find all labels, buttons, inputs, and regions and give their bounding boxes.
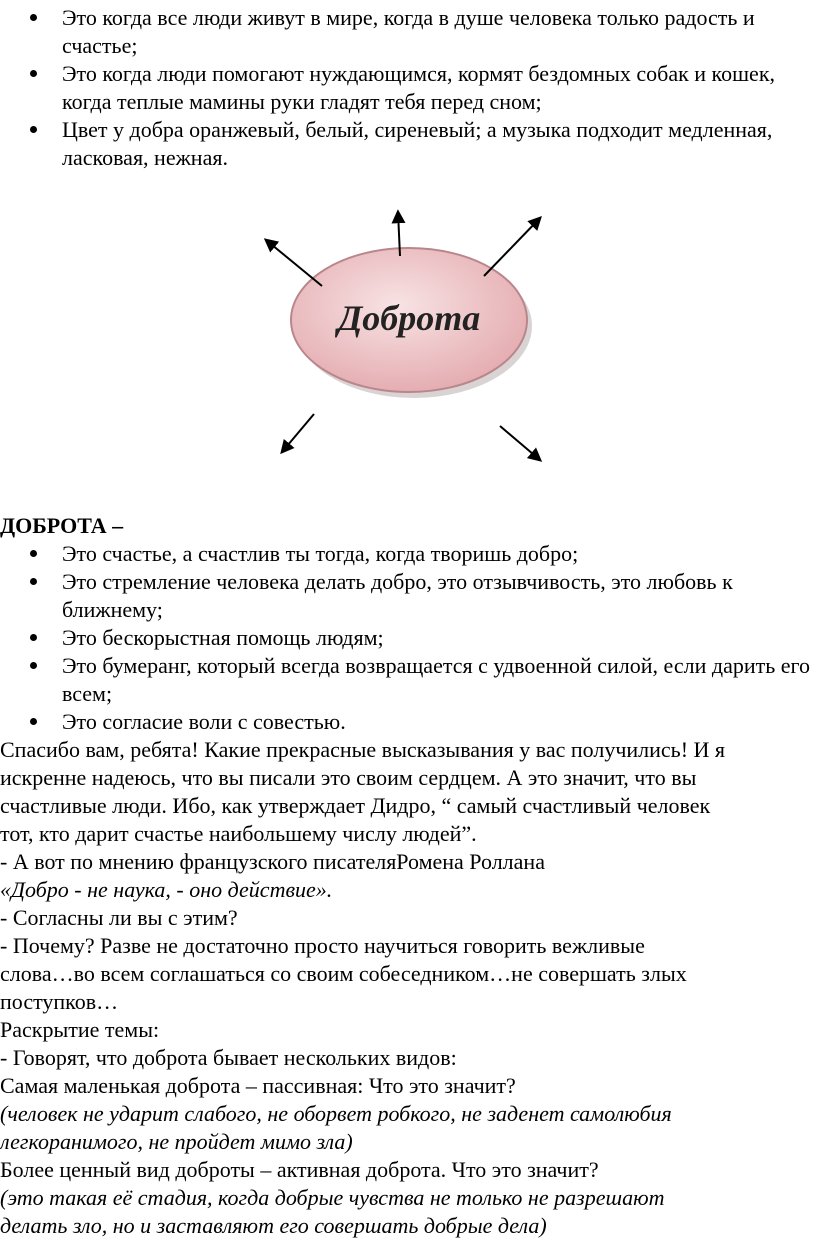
- list-item: Цвет у добра оранжевый, белый, сиреневый; а музыка подходит медленная, ласковая, нежная.: [0, 116, 812, 172]
- list-item: Это стремление человека делать добро, это отзывчивость, это любовь к ближнему;: [0, 568, 812, 624]
- body-line: Раскрытие темы:: [0, 1017, 160, 1042]
- section-heading: ДОБРОТА –: [0, 513, 124, 538]
- body-text: [0, 736, 812, 1240]
- list-item: Это когда люди помогают нуждающимся, кормят бездомных собак и кошек, когда теплые мамины руки гладят тебя перед сном;: [0, 60, 812, 116]
- body-line: счастливые люди. Ибо, как утверждает Дидро, “ самый счастливый человек: [0, 793, 711, 818]
- italic-answer-line: делать зло, но и заставляют его совершать добрые дела): [0, 1213, 547, 1238]
- center-label: Доброта: [337, 298, 481, 338]
- definition-bullet-list: [0, 540, 812, 736]
- body-line: слова…во всем соглашаться со своим собеседником…не совершать злых: [0, 961, 687, 986]
- body-line: Более ценный вид доброты – активная доброта. Что это значит?: [0, 1157, 599, 1182]
- body-line: - А вот по мнению французского писателяРомена Роллана: [0, 849, 545, 874]
- list-item: Это счастье, а счастлив ты тогда, когда творишь добро;: [0, 540, 812, 568]
- italic-answer-line: легкоранимого, не пройдет мимо зла): [0, 1129, 353, 1154]
- arrow-down-right: [500, 426, 540, 460]
- body-line: - Согласны ли вы с этим?: [0, 905, 238, 930]
- list-item: Это бескорыстная помощь людям;: [0, 624, 812, 652]
- arrow-up-right: [484, 218, 540, 276]
- arrow-up-left: [266, 240, 322, 286]
- body-line: поступков…: [0, 989, 119, 1014]
- italic-answer-line: (это такая её стадия, когда добрые чувства не только не разрешают: [0, 1185, 665, 1210]
- body-line: тот, кто дарит счастье наибольшему числу людей”.: [0, 821, 477, 846]
- list-item: Это когда все люди живут в мире, когда в душе человека только радость и счастье;: [0, 4, 812, 60]
- body-line: - Говорят, что доброта бывает нескольких видов:: [0, 1045, 457, 1070]
- top-bullet-list: [0, 4, 812, 172]
- body-line: - Почему? Разве не достаточно просто научиться говорить вежливые: [0, 933, 645, 958]
- body-line: Спасибо вам, ребята! Какие прекрасные высказывания у вас получились! И я: [0, 737, 726, 762]
- body-line: Самая маленькая доброта – пассивная: Что это значит?: [0, 1073, 516, 1098]
- italic-answer-line: (человек не ударит слабого, не оборвет робкого, не заденет самолюбия: [0, 1101, 672, 1126]
- quote-line: «Добро - не наука, - оно действие».: [0, 877, 333, 902]
- list-item: Это бумеранг, который всегда возвращается с удвоенной силой, если дарить его всем;: [0, 652, 812, 708]
- list-item: Это согласие воли с совестью.: [0, 708, 812, 736]
- kindness-diagram: [0, 190, 816, 480]
- body-line: искренне надеюсь, что вы писали это своим сердцем. А это значит, что вы: [0, 765, 697, 790]
- arrow-down-left: [282, 414, 314, 452]
